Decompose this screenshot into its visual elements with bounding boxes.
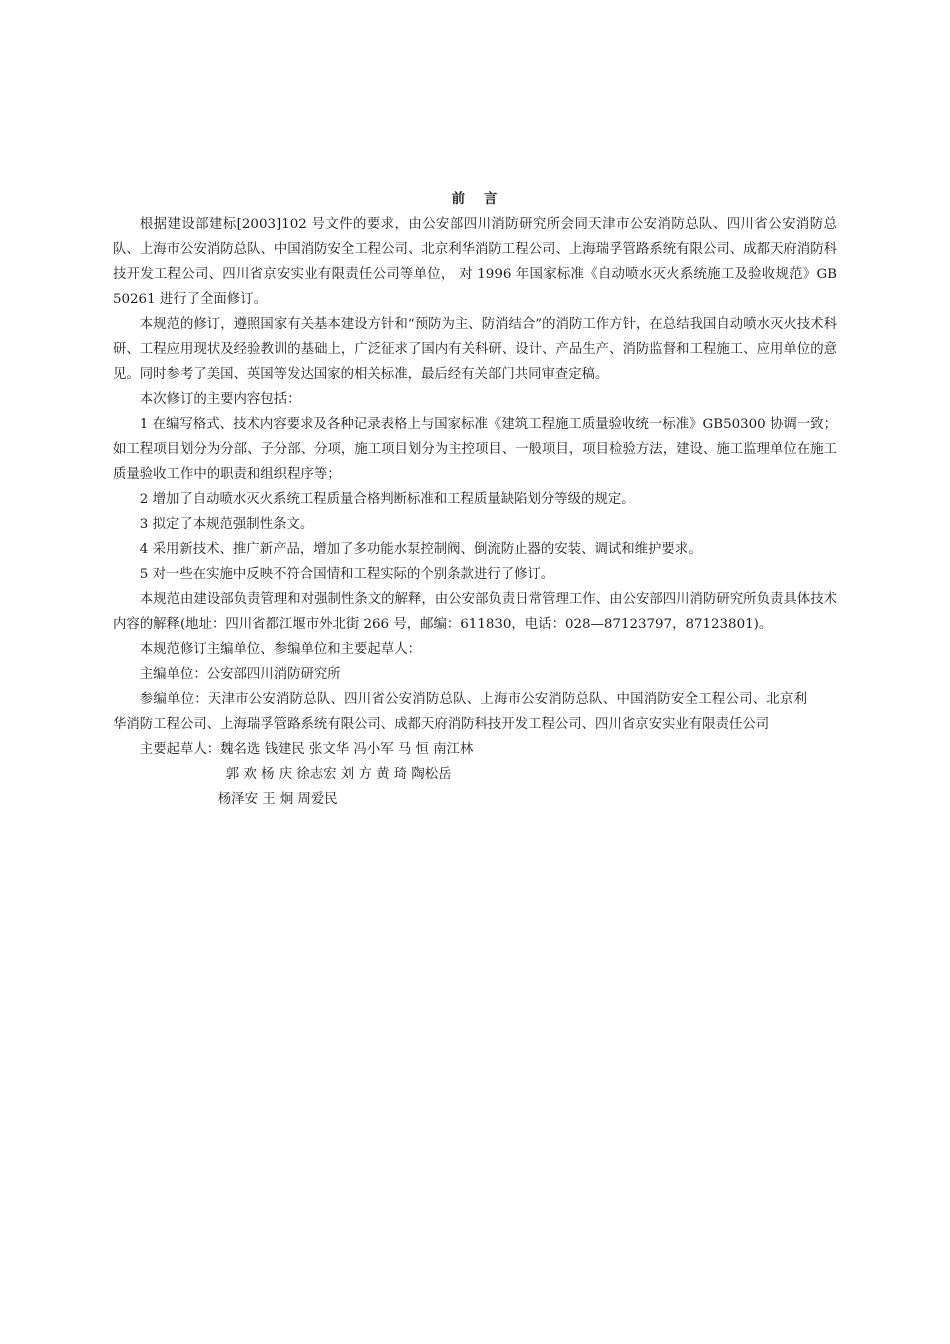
list-item-1: 1 在编写格式、技术内容要求及各种记录表格上与国家标准《建筑工程施工质量验收统一标准》GB50300 协调一致；如工程项目划分为分部、子分部、分项，施工项目划分为主控项目、一般项目，项目检验方法，建设、施工监理单位在施工质量验收工作中的职责和组织程序等； xyxy=(113,417,837,482)
paragraph-contents-intro: 本次修订的主要内容包括： xyxy=(139,392,301,407)
paragraph-participating-units: 参编单位：天津市公安消防总队、四川省公安消防总队、上海市公安消防总队、中国消防安全工程公司、北京利华消防工程公司、上海瑞孚管路系统有限公司、成都天府消防科技开发工程公司、四川省京安实业有限责任公司 xyxy=(113,692,807,732)
paragraph-background: 根据建设部建标[2003]102 号文件的要求，由公安部四川消防研究所会同天津市公安消防总队、四川省公安消防总队、上海市公安消防总队、中国消防安全工程公司、北京利华消防工程公司、上海瑞孚管路系统有限公司、成都天府消防科技开发工程公司、四川省京安实业有限责任公司等单位， 对 1996 年国家标准《自动喷水灭火系统施工及验收规范》GB 50261 进行了全面修订。 xyxy=(113,217,837,307)
paragraph-chief-unit: 主编单位：公安部四川消防研究所 xyxy=(139,667,341,682)
list-item-2: 2 增加了自动喷水灭火系统工程质量合格判断标准和工程质量缺陷划分等级的规定。 xyxy=(139,492,635,507)
title-char-1: 前 xyxy=(451,191,466,207)
drafters-line-2: 郭 欢 杨 庆 徐志宏 刘 方 黄 琦 陶松岳 xyxy=(225,767,452,782)
drafters-line-1: 主要起草人：魏名选 钱建民 张文华 冯小军 马 恒 南江林 xyxy=(139,742,474,757)
title-char-2: 言 xyxy=(484,191,499,207)
paragraph-management: 本规范由建设部负责管理和对强制性条文的解释，由公安部负责日常管理工作、由公安部四川消防研究所负责具体技术内容的解释(地址：四川省都江堰市外北街 266 号，邮编：611830，电话：028—87123797，87123801)。 xyxy=(113,592,837,632)
drafters-line-3: 杨泽安 王 炯 周爱民 xyxy=(217,792,338,807)
drafters-block xyxy=(140,737,837,812)
paragraph-units-intro: 本规范修订主编单位、参编单位和主要起草人： xyxy=(139,642,421,657)
page-title xyxy=(113,186,837,212)
paragraph-principles: 本规范的修订，遵照国家有关基本建设方针和“预防为主、防消结合”的消防工作方针，在总结我国自动喷水灭火技术科研、工程应用现状及经验教训的基础上，广泛征求了国内有关科研、设计、产品生产、消防监督和工程施工、应用单位的意见。同时参考了美国、英国等发达国家的相关标准，最后经有关部门共同审查定稿。 xyxy=(113,317,837,382)
list-item-3: 3 拟定了本规范强制性条文。 xyxy=(139,517,314,532)
list-item-5: 5 对一些在实施中反映不符合国情和工程实际的个别条款进行了修订。 xyxy=(139,567,555,582)
list-item-4: 4 采用新技术、推广新产品，增加了多功能水泵控制阀、倒流防止器的安装、调试和维护要求。 xyxy=(139,542,702,557)
document-page xyxy=(113,186,837,812)
